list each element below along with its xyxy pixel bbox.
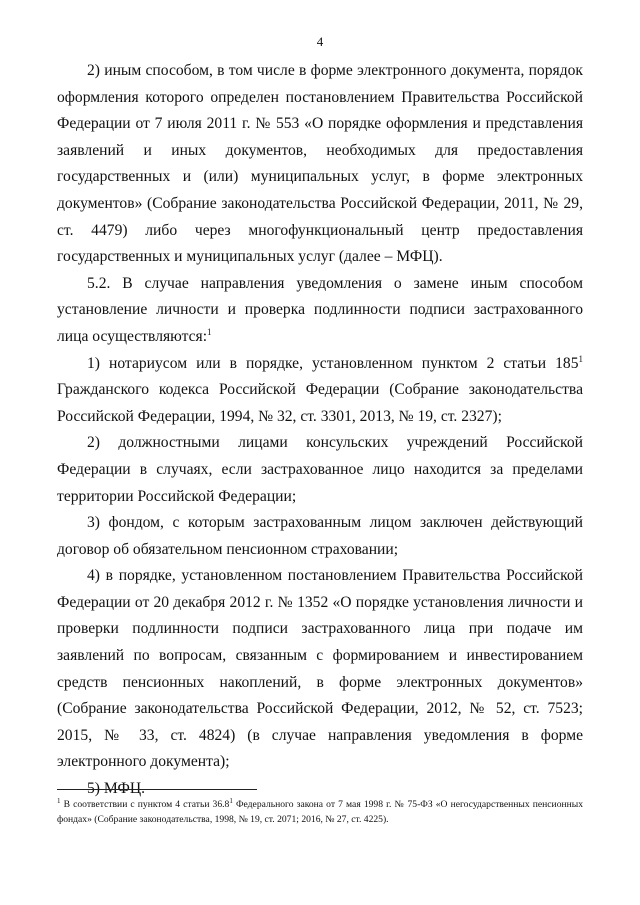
footnote-reference[interactable]: 1 [207, 326, 212, 337]
paragraph-text: 4) в порядке, установленном постановлением Правительства Российской Федерации от 20 декабря 2012 г. № 1352 «О порядке установления личности и проверки подлинности подписи застрахованного лица при подаче им заявлений по вопросам, связанным с формированием и инвестированием средств пенсионных накоплений, в форме электронных документов» (Собрание законодательства Российской Федерации, 2012, № 52, ст. 7523; 2015, № 33, ст. 4824) (в случае направления уведомления в форме электронного документа); [57, 567, 583, 771]
footnote-text-continued: Федерального закона от 7 мая 1998 г. № 75-ФЗ «О негосударственных пенсионных фондах» (Собрание законодательства, 1998, № 19, ст. 2071; 2016, № 27, ст. 4225). [57, 799, 584, 825]
paragraph-item-1 [57, 351, 583, 431]
paragraph-text-continued: Гражданского кодекса Российской Федерации (Собрание законодательства Российской Федерации, 1994, № 32, ст. 3301, 2013, № 19, ст. 2327); [57, 381, 583, 425]
paragraph-text: 5.2. В случае направления уведомления о замене иным способом установление личности и проверка подлинности подписи застрахованного лица осуществляются: [57, 274, 583, 345]
paragraph-item-3 [57, 510, 583, 563]
paragraph-item-2-consular [57, 430, 583, 510]
footnote-mark: 1 [57, 797, 61, 805]
footnote-text: В соответствии с пунктом 4 статьи 36.8 [60, 799, 230, 810]
footnote-divider [57, 789, 257, 790]
paragraph-item-4 [57, 563, 583, 776]
paragraph-text: 2) должностными лицами консульских учреждений Российской Федерации в случаях, если застрахованное лицо находится за пределами территории Российской Федерации; [57, 434, 583, 505]
footnote-article-superscript: 1 [229, 797, 233, 805]
footnote [57, 797, 583, 827]
page-number: 4 [316, 34, 324, 49]
paragraph-text: 5) МФЦ. [87, 780, 146, 798]
paragraph-text: 2) иным способом, в том числе в форме электронного документа, порядок оформления которого определен постановлением Правительства Российской Федерации от 7 июля 2011 г. № 553 «О порядке оформления и представления заявлений и иных документов, необходимых для предоставления государственных и (или) муниципальных услуг, в форме электронных документов» (Собрание законодательства Российской Федерации, 2011, № 29, ст. 4479) либо через многофункциональный центр предоставления государственных и муниципальных услуг (далее – МФЦ). [57, 62, 583, 266]
document-body [57, 58, 583, 803]
paragraph-section-5-2 [57, 271, 583, 351]
paragraph-text: 3) фондом, с которым застрахованным лицом заключен действующий договор об обязательном пенсионном страховании; [57, 514, 583, 558]
article-superscript: 1 [578, 353, 583, 364]
paragraph-item-2 [57, 58, 583, 271]
paragraph-text: 1) нотариусом или в порядке, установленном пунктом 2 статьи 185 [87, 354, 579, 372]
